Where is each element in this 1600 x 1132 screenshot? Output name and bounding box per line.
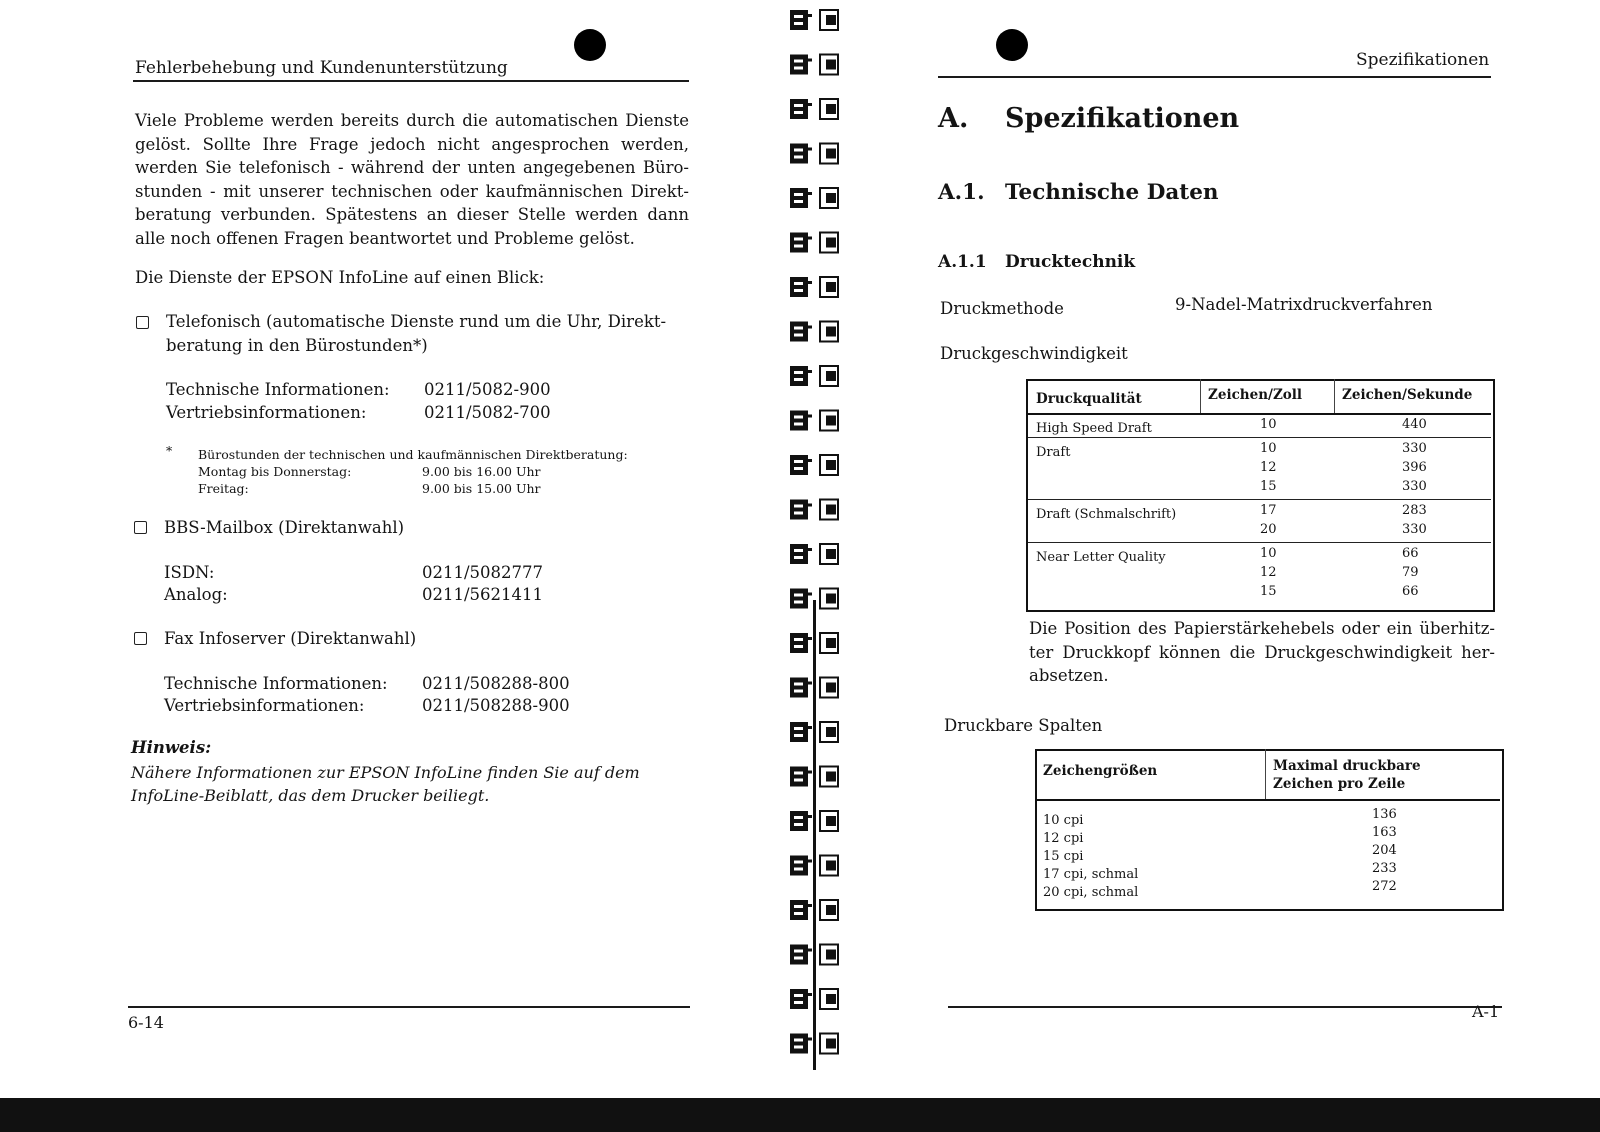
table-cell-cpi: 17 xyxy=(1260,503,1277,518)
telefon-item-line: beratung in den Bürostunden*) xyxy=(166,335,428,355)
footnote-row-label: Freitag: xyxy=(198,481,249,496)
intro-line: werden Sie telefonisch - während der unten angegebenen Büro- xyxy=(135,158,689,177)
row-value: 0211/5621411 xyxy=(422,585,544,604)
subsection-title: Drucktechnik xyxy=(1005,252,1136,272)
black-dot-marker xyxy=(996,29,1028,61)
bbs-row xyxy=(164,561,584,584)
table-rule xyxy=(1265,749,1266,799)
footnote-row-label: Montag bis Donnerstag: xyxy=(198,464,352,479)
table-cell-cps: 330 xyxy=(1402,479,1427,494)
speed-note-line: ter Druckkopf können die Druckgeschwindigkeit her- xyxy=(1029,642,1495,662)
table-header: Zeichen/Sekunde xyxy=(1342,387,1473,403)
table-cell-cpi: 15 xyxy=(1260,584,1277,599)
left-page-header: Fehlerbehebung und Kundenunterstützung xyxy=(135,58,508,78)
row-value: 0211/5082-700 xyxy=(424,403,551,422)
table-cell-cpi: 10 xyxy=(1260,546,1277,561)
bbs-row xyxy=(164,583,584,606)
table-header: Druckqualität xyxy=(1036,391,1142,407)
chapter-title: Spezifikationen xyxy=(1005,103,1240,134)
table-cell-cpi: 10 xyxy=(1260,417,1277,432)
bbs-item: BBS-Mailbox (Direktanwahl) xyxy=(164,518,405,537)
intro-line: beratung verbunden. Spätestens an dieser Stelle werden dann xyxy=(135,205,689,224)
table-cell-cps: 66 xyxy=(1402,546,1419,561)
spiral-binding-icon xyxy=(790,0,870,1100)
chapter-number: A. xyxy=(938,103,969,134)
table-header: Zeichen/Zoll xyxy=(1208,387,1303,403)
scan-bottom-edge xyxy=(0,1098,1600,1132)
footer-rule xyxy=(128,1006,690,1008)
table-cell-max: 204 xyxy=(1372,843,1397,858)
subsection-number: A.1.1 xyxy=(938,252,987,272)
intro-line: Viele Probleme werden bereits durch die automatischen Dienste xyxy=(135,111,689,130)
telefon-row xyxy=(166,401,586,424)
table-cell-cpi: 20 xyxy=(1260,522,1277,537)
right-page-header: Spezifikationen xyxy=(1356,50,1490,70)
method-value: 9-Nadel-Matrixdruckverfahren xyxy=(1175,295,1433,314)
row-value: 0211/508288-900 xyxy=(422,696,570,715)
method-label: Druckmethode xyxy=(940,299,1064,318)
row-value: 0211/5082-900 xyxy=(424,380,551,399)
row-label: Technische Informationen: xyxy=(166,380,390,399)
footnote-row xyxy=(198,463,351,480)
speed-label: Druckgeschwindigkeit xyxy=(940,344,1128,363)
black-dot-marker xyxy=(574,29,606,61)
header-rule xyxy=(938,76,1491,78)
intro-line: alle noch offenen Fragen beantwortet und Probleme gelöst. xyxy=(135,228,635,248)
speed-note xyxy=(1029,617,1495,688)
table-rule xyxy=(1200,379,1201,413)
table-cell-max: 136 xyxy=(1372,807,1397,822)
left-page-number: 6-14 xyxy=(128,1013,164,1032)
table-cell-cpi: 15 xyxy=(1260,479,1277,494)
table-cell-max: 163 xyxy=(1372,825,1397,840)
table-cell-cps: 440 xyxy=(1402,417,1427,432)
footnote-title: Bürostunden der technischen und kaufmännischen Direktberatung: xyxy=(198,447,628,462)
fax-row xyxy=(164,672,584,695)
table-cell-cps: 283 xyxy=(1402,503,1427,518)
table-cell-cpi: 12 xyxy=(1260,565,1277,580)
table-header: Zeichen pro Zeile xyxy=(1273,776,1406,792)
checkbox-bullet-icon xyxy=(134,521,147,534)
columns-label: Druckbare Spalten xyxy=(944,716,1103,735)
table-border xyxy=(1026,379,1495,612)
footnote-row-value: 9.00 bis 15.00 Uhr xyxy=(422,481,541,496)
note-title: Hinweis: xyxy=(131,738,212,757)
table-cell-max: 233 xyxy=(1372,861,1397,876)
table-header: Maximal druckbare xyxy=(1273,758,1421,774)
footer-rule xyxy=(948,1006,1502,1008)
table-cell-quality: Draft xyxy=(1036,445,1071,460)
table-cell-cps: 330 xyxy=(1402,522,1427,537)
row-label: ISDN: xyxy=(164,563,215,582)
row-value: 0211/5082777 xyxy=(422,563,544,582)
section-number: A.1. xyxy=(938,180,985,205)
table-cell-size: 17 cpi, schmal xyxy=(1043,867,1139,882)
table-cell-cps: 79 xyxy=(1402,565,1419,580)
table-header: Zeichengrößen xyxy=(1043,763,1158,779)
table-cell-size: 20 cpi, schmal xyxy=(1043,885,1139,900)
table-rule xyxy=(1334,379,1335,413)
table-cell-quality: High Speed Draft xyxy=(1036,421,1152,436)
note-line: InfoLine-Beiblatt, das dem Drucker beiliegt. xyxy=(131,786,490,805)
table-border xyxy=(1035,749,1504,911)
table-cell-size: 15 cpi xyxy=(1043,849,1084,864)
intro-paragraph xyxy=(135,109,689,250)
fax-row xyxy=(164,694,584,717)
checkbox-bullet-icon xyxy=(134,632,147,645)
telefon-row xyxy=(166,378,586,401)
section-title: Technische Daten xyxy=(1005,180,1219,205)
table-cell-cps: 66 xyxy=(1402,584,1419,599)
checkbox-bullet-icon xyxy=(136,316,149,329)
telefon-item-line: Telefonisch (automatische Dienste rund um die Uhr, Direkt- xyxy=(166,312,667,331)
table-cell-cpi: 12 xyxy=(1260,460,1277,475)
table-cell-max: 272 xyxy=(1372,879,1397,894)
row-label: Analog: xyxy=(164,585,228,604)
row-value: 0211/508288-800 xyxy=(422,674,570,693)
right-page-number: A-1 xyxy=(1472,1002,1500,1021)
speed-note-line: Die Position des Papierstärkehebels oder ein überhitz- xyxy=(1029,619,1495,638)
table-cell-size: 10 cpi xyxy=(1043,813,1084,828)
table-cell-quality: Near Letter Quality xyxy=(1036,550,1166,565)
note-line: Nähere Informationen zur EPSON InfoLine finden Sie auf dem xyxy=(131,763,640,782)
row-label: Technische Informationen: xyxy=(164,674,388,693)
header-rule xyxy=(133,80,689,82)
table-cell-quality: Draft (Schmalschrift) xyxy=(1036,507,1177,522)
speed-note-line: absetzen. xyxy=(1029,666,1109,685)
intro-line: stunden - mit unserer technischen oder kaufmännischen Direkt- xyxy=(135,181,689,201)
row-label: Vertriebsinformationen: xyxy=(164,696,365,715)
fax-item: Fax Infoserver (Direktanwahl) xyxy=(164,629,417,648)
table-cell-cpi: 10 xyxy=(1260,441,1277,456)
overview-line: Die Dienste der EPSON InfoLine auf einen Blick: xyxy=(135,268,545,287)
table-cell-size: 12 cpi xyxy=(1043,831,1084,846)
table-cell-cps: 330 xyxy=(1402,441,1427,456)
intro-line: gelöst. Sollte Ihre Frage jedoch nicht angesprochen werden, xyxy=(135,134,689,154)
row-label: Vertriebsinformationen: xyxy=(166,403,367,422)
table-cell-cps: 396 xyxy=(1402,460,1427,475)
footnote-marker: * xyxy=(166,443,173,458)
telefon-item xyxy=(166,310,691,357)
footnote-row-value: 9.00 bis 16.00 Uhr xyxy=(422,464,541,479)
